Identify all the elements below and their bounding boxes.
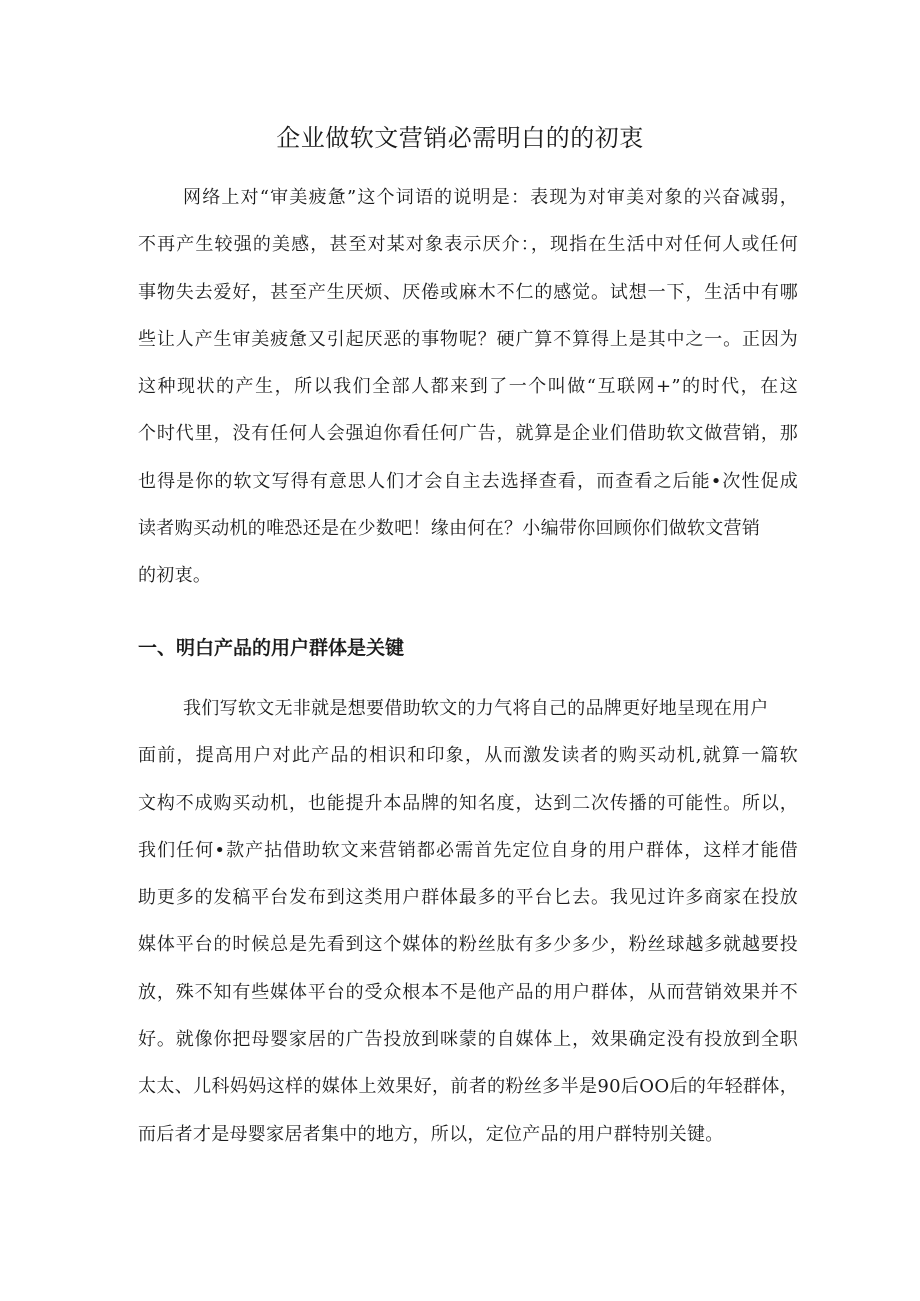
paragraph-line: 我们任何•款产拈借助软文来营销都必需首先定位自身的用户群体，这样才能借 — [138, 839, 798, 861]
paragraph-line: 太太、儿科妈妈这样的媒体上效果好，前者的粉丝多半是90后OO后的年轻群体， — [138, 1076, 798, 1098]
paragraph-line: 这种现状的产生，所以我们全部人都来到了一个叫做“互联网+”的时代，在这 — [138, 376, 798, 398]
section-paragraph — [138, 685, 798, 1158]
paragraph-line: 个时代里，没有任何人会强迫你看任何广告，就算是企业们借助软文做营销，那 — [138, 423, 798, 445]
paragraph-line: 事物失去爱好，甚至产生厌烦、厌倦或麻木不仁的感觉。试想一下，生活中有哪 — [138, 281, 798, 303]
document-title: 企业做软文营销必需明白的的初衷 — [276, 124, 644, 152]
paragraph-line: 好。就像你把母婴家居的广告投放到咪蒙的自媒体上，效果确定没有投放到全职 — [138, 1029, 798, 1051]
paragraph-line: 读者购买动机的唯恐还是在少数吧！缘由何在？小编带你回顾你们做软文营销 — [138, 518, 761, 540]
paragraph-line: 我们写软文无非就是想要借助软文的力气将自己的品牌更好地呈现在用户 — [183, 698, 769, 719]
paragraph-line: 文构不成购买动机，也能提升本品牌的知名度，达到二次传播的可能性。所以， — [138, 792, 798, 814]
paragraph-line: 也得是你的软文写得有意思人们才会自主去选择查看，而查看之后能•次性促成 — [138, 470, 798, 492]
section-heading: 一、明白产品的用户群体是关键 — [138, 637, 405, 659]
paragraph-line: 而后者才是母婴家居者集中的地方，所以，定位产品的用户群特别关键。 — [138, 1123, 724, 1145]
intro-paragraph — [138, 174, 798, 600]
paragraph-line: 助更多的发稿平台发布到这类用户群体最多的平台匕去。我见过许多商家在投放 — [138, 887, 798, 909]
paragraph-line: 的初衷。 — [138, 565, 212, 587]
paragraph-line: 网络上对“审美疲惫”这个词语的说明是：表现为对审美对象的兴奋减弱， — [183, 187, 798, 208]
paragraph-line: 媒体平台的时候总是先看到这个媒体的粉丝肽有多少多少，粉丝球越多就越要投 — [138, 934, 798, 956]
paragraph-line: 面前，提高用户对此产品的相识和印象，从而激发读者的购买动机,就算一篇软 — [138, 745, 798, 767]
paragraph-line: 不再产生较强的美感，甚至对某对象表示厌介：，现指在生活中对任何人或任何 — [138, 234, 798, 256]
paragraph-line: 些让人产生审美疲惫又引起厌恶的事物呢？硬广算不算得上是其中之一。正因为 — [138, 328, 798, 350]
paragraph-line: 放，殊不知有些媒体平台的受众根本不是他产品的用户群体，从而营销效果并不 — [138, 981, 798, 1003]
